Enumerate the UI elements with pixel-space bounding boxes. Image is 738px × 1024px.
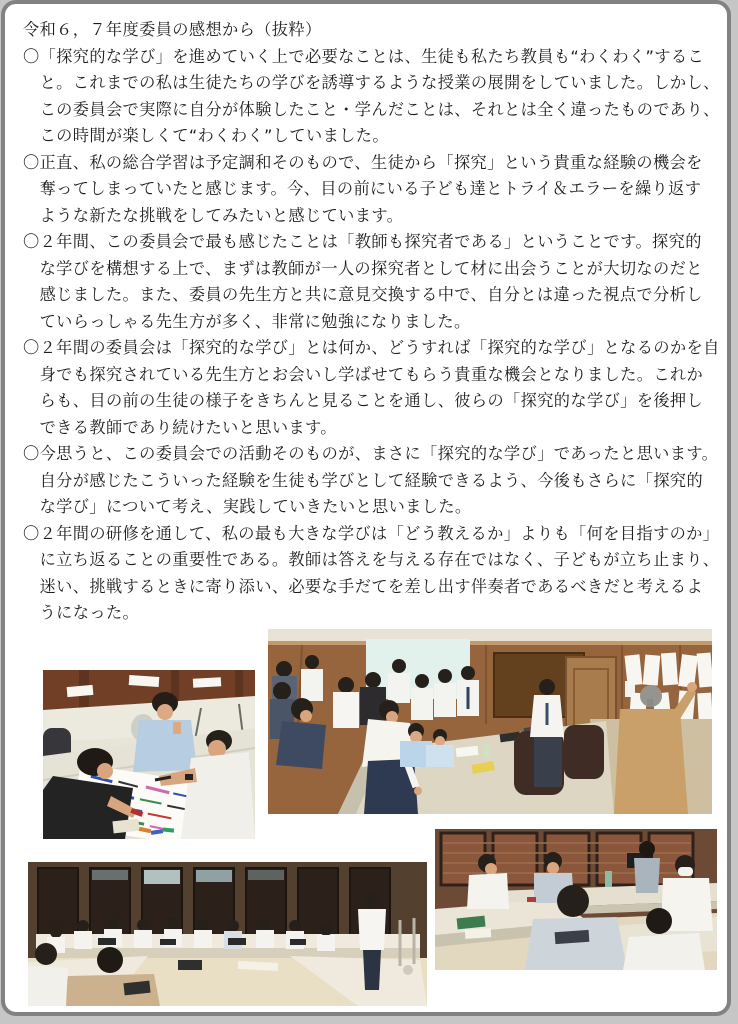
text-line: できる教師であり続けたいと思います。 bbox=[39, 417, 337, 437]
text-line: 〇「探究的な学び」を進めていく上で必要なことは、生徒も私たち教員も“わくわく”するこ bbox=[23, 46, 705, 66]
text-line: な学び」について考え、実践していきたいと思いました。 bbox=[39, 497, 472, 516]
text-line: 〇２年間の研修を通して、私の最も大きな学びは「どう教えるか」よりも「何を目指すのか」 bbox=[23, 523, 720, 543]
text-line: うになった。 bbox=[39, 603, 140, 622]
text-line: に立ち返ることの重要性である。教師は答えを与える存在ではなく、子どもが立ち止まり、 bbox=[39, 550, 720, 569]
text-line: 〇正直、私の総合学習は予定調和そのもので、生徒から「探究」という貴重な経験の機会を bbox=[23, 152, 703, 172]
text-line: 感じました。また、委員の先生方と共に意見交換する中で、自分とは違った視点で分析し bbox=[39, 285, 703, 304]
text-line: と。これまでの私は生徒たちの学びを誘導するような授業の展開をしていました。しかし、 bbox=[39, 73, 720, 92]
text-line: 身でも探究されている先生方とお会いし学ばせてもらう貴重な機会となりました。これか bbox=[39, 364, 704, 384]
text-line: 迷い、挑戦するときに寄り添い、必要な手だてを差し出す伴奏者であるべきだと考えるよ bbox=[39, 576, 704, 596]
text-line: ていらっしゃる先生方が多く、非常に勉強になりました。 bbox=[39, 311, 471, 331]
square-meeting-photo bbox=[28, 862, 427, 1006]
text-line: 〇２年間の委員会は「探究的な学び」とは何か、どうすれば「探究的な学び」となるのかを自 bbox=[23, 338, 720, 357]
text-line: らも、目の前の生徒の様子をきちんと見ることを通し、彼らの「探究的な学び」を後押し bbox=[39, 391, 704, 410]
text-line: ような新たな挑戦をしてみたいと感じています。 bbox=[39, 205, 404, 225]
text-line: 自分が感じたこういった経験を生徒も学びとして経験できるよう、今後もさらに「探究的 bbox=[39, 470, 704, 490]
text-line: な学びを構想する上で、まずは教師が一人の探究者として材に出会うことが大切なのだと bbox=[39, 258, 703, 278]
commentary-list bbox=[23, 44, 725, 627]
poster-groupwork-photo bbox=[43, 670, 255, 839]
handout-page bbox=[1, 0, 731, 1016]
page-title: 令和６，７年度委員の感想から（抜粋） bbox=[23, 20, 322, 39]
text-line: この時間が楽しくて“わくわく”していました。 bbox=[39, 126, 389, 145]
commentary-text bbox=[23, 17, 725, 627]
text-line: 〇２年間、この委員会で最も感じたことは「教師も探究者である」ということです。探究的 bbox=[23, 232, 702, 251]
text-line: 〇今思うと、この委員会での活動そのものが、まさに「探究的な学び」であったと思います。 bbox=[23, 444, 719, 463]
small-group-discussion-photo bbox=[435, 829, 717, 970]
text-line: 奪ってしまっていたと感じます。今、目の前にいる子ども達とトライ＆エラーを繰り返す bbox=[39, 179, 702, 198]
text-line: この委員会で実際に自分が体験したこと・学んだことは、それとは全く違ったものであり、 bbox=[39, 99, 720, 119]
sticky-wall-review-photo bbox=[268, 629, 712, 814]
